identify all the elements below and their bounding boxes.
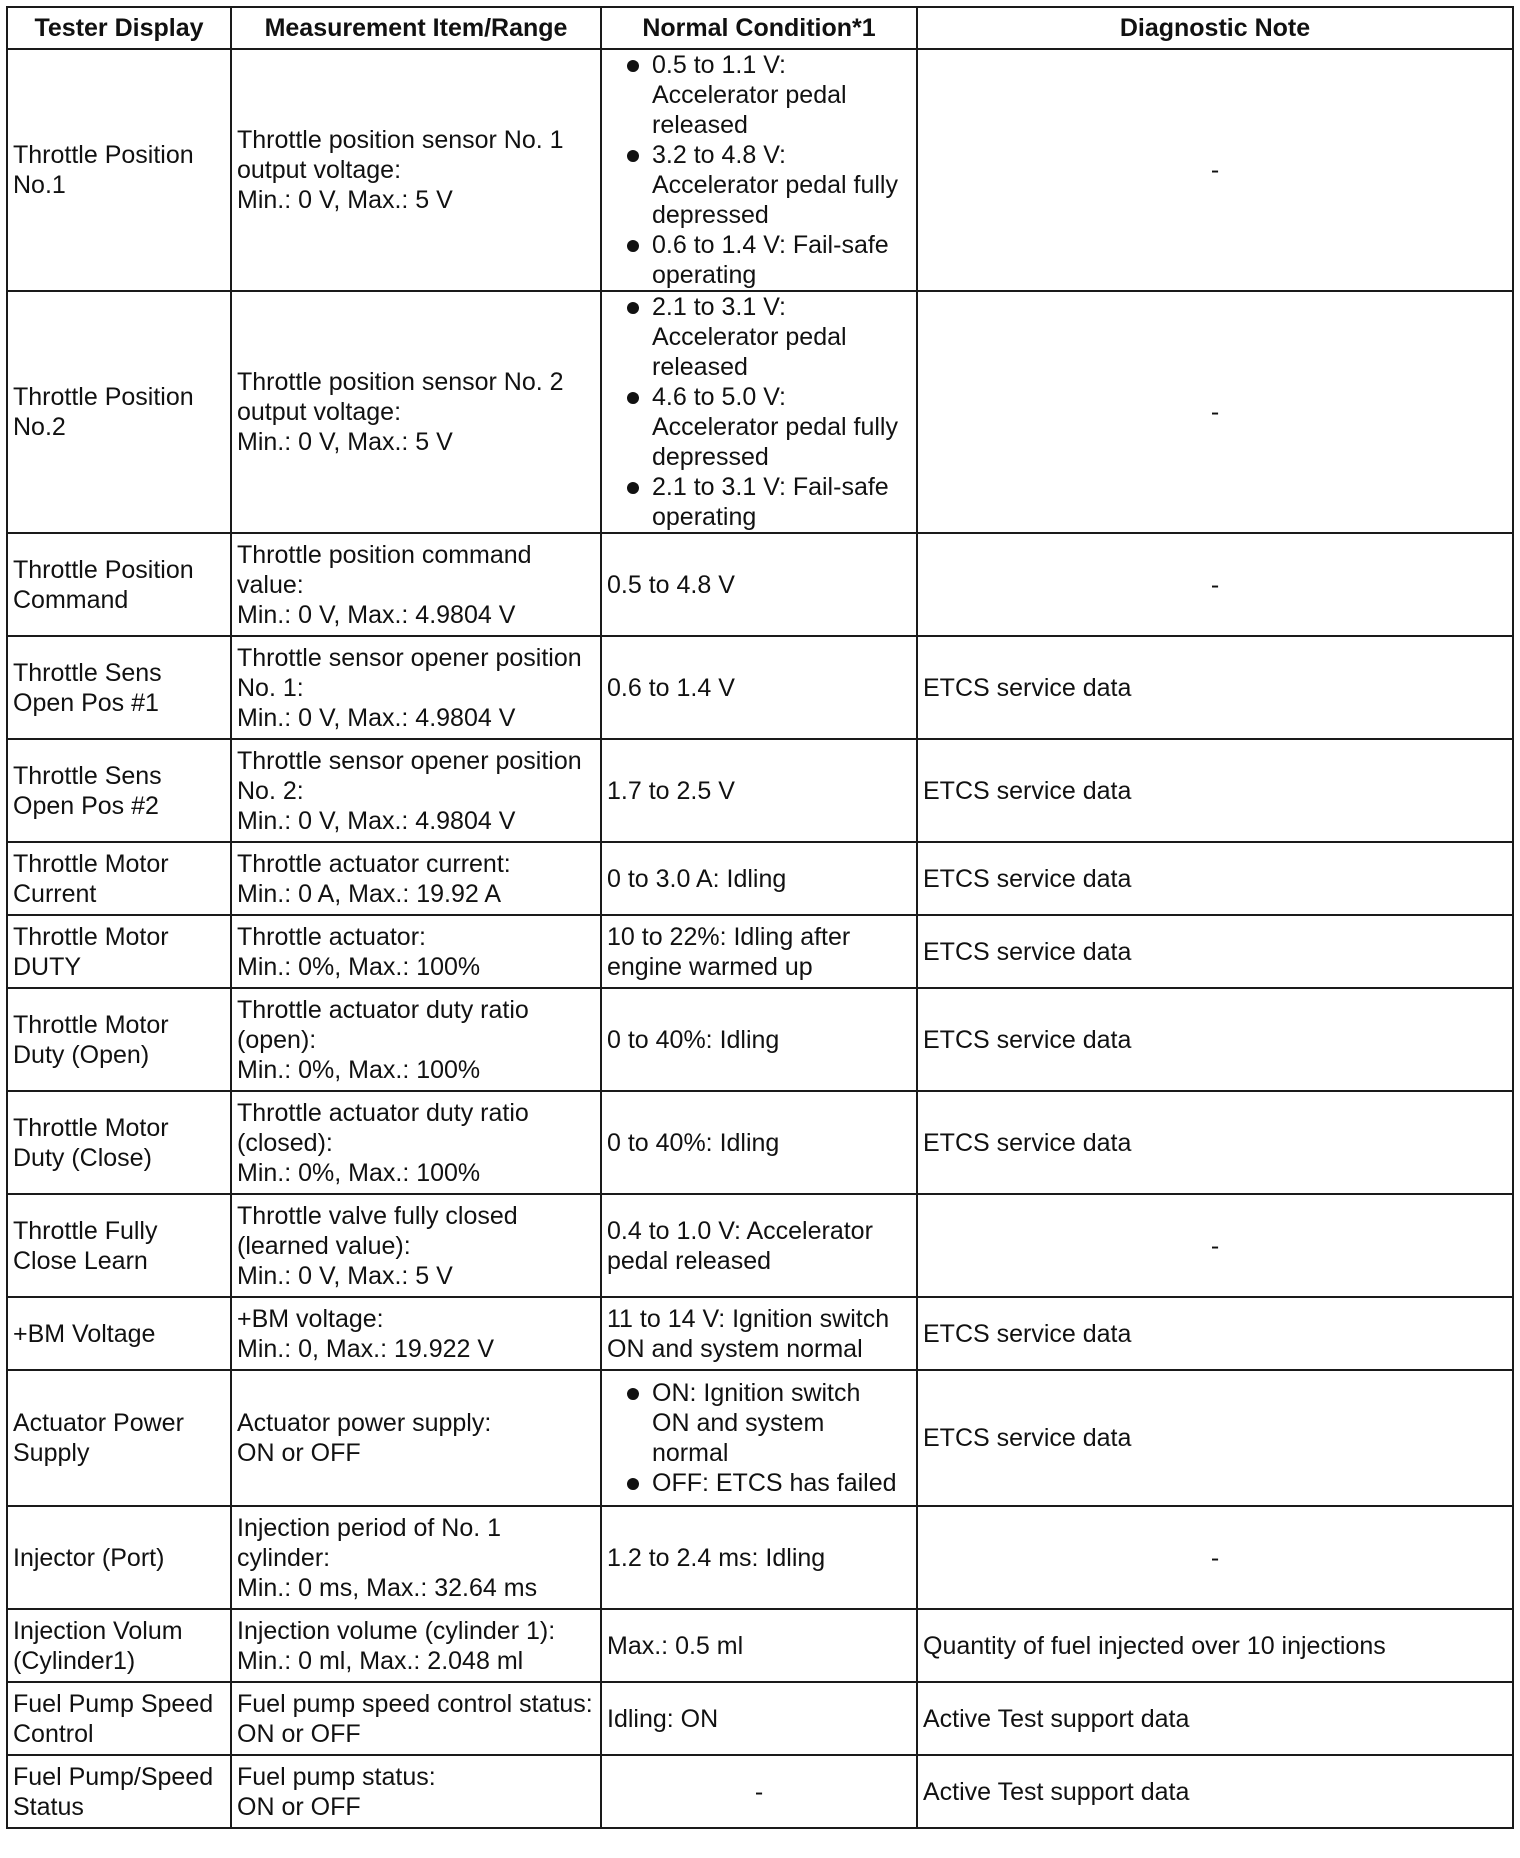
tester-display-cell: Throttle Motor DUTY <box>7 915 231 988</box>
normal-condition-cell: 1.2 to 2.4 ms: Idling <box>601 1506 917 1609</box>
condition-bullet: 4.6 to 5.0 V: Accelerator pedal fully depressed <box>607 382 911 472</box>
table-row <box>7 636 1513 739</box>
normal-condition-cell: 0 to 3.0 A: Idling <box>601 842 917 915</box>
normal-condition-cell: 1.7 to 2.5 V <box>601 739 917 842</box>
tester-display-cell: Throttle Sens Open Pos #2 <box>7 739 231 842</box>
normal-condition-cell <box>601 291 917 533</box>
diagnostic-note-cell: - <box>917 533 1513 636</box>
diagnostic-note-cell: ETCS service data <box>917 842 1513 915</box>
bullet-dot-icon <box>627 482 639 494</box>
condition-bullet: 2.1 to 3.1 V: Accelerator pedal released <box>607 292 911 382</box>
normal-condition-cell <box>601 1370 917 1506</box>
normal-condition-cell <box>601 49 917 291</box>
measurement-cell: Throttle position command value: Min.: 0 V, Max.: 4.9804 V <box>231 533 601 636</box>
condition-bullet: 3.2 to 4.8 V: Accelerator pedal fully depressed <box>607 140 911 230</box>
normal-condition-cell: Max.: 0.5 ml <box>601 1609 917 1682</box>
tester-display-cell: Fuel Pump/Speed Status <box>7 1755 231 1828</box>
bullet-dot-icon <box>627 60 639 72</box>
bullet-dot-icon <box>627 240 639 252</box>
table-header-row <box>7 7 1513 49</box>
measurement-cell: Throttle actuator: Min.: 0%, Max.: 100% <box>231 915 601 988</box>
bullet-dot-icon <box>627 302 639 314</box>
diagnostic-note-cell: ETCS service data <box>917 636 1513 739</box>
diagnostic-note-cell: Active Test support data <box>917 1755 1513 1828</box>
table-row <box>7 49 1513 291</box>
tester-display-cell: Throttle Position No.1 <box>7 49 231 291</box>
table-row <box>7 533 1513 636</box>
table-row <box>7 842 1513 915</box>
tester-display-cell: Throttle Motor Duty (Open) <box>7 988 231 1091</box>
table-row <box>7 739 1513 842</box>
measurement-cell: Actuator power supply: ON or OFF <box>231 1370 601 1506</box>
bullet-dot-icon <box>627 1388 639 1400</box>
tester-display-cell: Throttle Fully Close Learn <box>7 1194 231 1297</box>
header-normal-condition: Normal Condition*1 <box>601 7 917 49</box>
table-row <box>7 1682 1513 1755</box>
tester-display-cell: Injection Volum (Cylinder1) <box>7 1609 231 1682</box>
diagnostic-note-cell: ETCS service data <box>917 1091 1513 1194</box>
diagnostic-note-cell: - <box>917 1194 1513 1297</box>
table-row <box>7 1194 1513 1297</box>
measurement-cell: Throttle actuator duty ratio (closed): Min.: 0%, Max.: 100% <box>231 1091 601 1194</box>
table-row <box>7 988 1513 1091</box>
diagnostic-note-cell: Active Test support data <box>917 1682 1513 1755</box>
normal-condition-cell: 11 to 14 V: Ignition switch ON and system normal <box>601 1297 917 1370</box>
table-row <box>7 1370 1513 1506</box>
table-row <box>7 291 1513 533</box>
tester-display-cell: Throttle Motor Current <box>7 842 231 915</box>
table-row <box>7 1506 1513 1609</box>
diagnostic-note-cell: ETCS service data <box>917 988 1513 1091</box>
tester-display-cell: +BM Voltage <box>7 1297 231 1370</box>
tester-display-cell: Throttle Position No.2 <box>7 291 231 533</box>
table-row <box>7 1609 1513 1682</box>
measurement-cell: Throttle position sensor No. 1 output voltage: Min.: 0 V, Max.: 5 V <box>231 49 601 291</box>
measurement-cell: Throttle valve fully closed (learned value): Min.: 0 V, Max.: 5 V <box>231 1194 601 1297</box>
bullet-dot-icon <box>627 1478 639 1490</box>
normal-condition-cell: 0.6 to 1.4 V <box>601 636 917 739</box>
tester-display-cell: Throttle Sens Open Pos #1 <box>7 636 231 739</box>
tester-display-cell: Throttle Position Command <box>7 533 231 636</box>
diagnostic-note-cell: - <box>917 291 1513 533</box>
measurement-cell: Fuel pump speed control status: ON or OFF <box>231 1682 601 1755</box>
condition-bullet: 2.1 to 3.1 V: Fail-safe operating <box>607 472 911 532</box>
tester-display-cell: Actuator Power Supply <box>7 1370 231 1506</box>
normal-condition-cell: 0.5 to 4.8 V <box>601 533 917 636</box>
diagnostic-note-cell: ETCS service data <box>917 739 1513 842</box>
diagnostic-note-cell: - <box>917 1506 1513 1609</box>
header-tester-display: Tester Display <box>7 7 231 49</box>
bullet-dot-icon <box>627 392 639 404</box>
diagnostic-note-cell: ETCS service data <box>917 915 1513 988</box>
table-row <box>7 1755 1513 1828</box>
normal-condition-cell: 0.4 to 1.0 V: Accelerator pedal released <box>601 1194 917 1297</box>
table-row <box>7 1091 1513 1194</box>
normal-condition-cell: 10 to 22%: Idling after engine warmed up <box>601 915 917 988</box>
measurement-cell: Throttle sensor opener position No. 2: Min.: 0 V, Max.: 4.9804 V <box>231 739 601 842</box>
condition-bullet: 0.6 to 1.4 V: Fail-safe operating <box>607 230 911 290</box>
diagnostic-note-cell: ETCS service data <box>917 1297 1513 1370</box>
condition-bullet: 0.5 to 1.1 V: Accelerator pedal released <box>607 50 911 140</box>
measurement-cell: +BM voltage: Min.: 0, Max.: 19.922 V <box>231 1297 601 1370</box>
normal-condition-cell: 0 to 40%: Idling <box>601 1091 917 1194</box>
bullet-dot-icon <box>627 150 639 162</box>
header-measurement-item: Measurement Item/Range <box>231 7 601 49</box>
measurement-cell: Fuel pump status: ON or OFF <box>231 1755 601 1828</box>
diagnostic-note-cell: ETCS service data <box>917 1370 1513 1506</box>
measurement-cell: Injection volume (cylinder 1): Min.: 0 ml, Max.: 2.048 ml <box>231 1609 601 1682</box>
normal-condition-cell: - <box>601 1755 917 1828</box>
tester-display-cell: Fuel Pump Speed Control <box>7 1682 231 1755</box>
measurement-cell: Throttle actuator current: Min.: 0 A, Max.: 19.92 A <box>231 842 601 915</box>
measurement-cell: Throttle actuator duty ratio (open): Min.: 0%, Max.: 100% <box>231 988 601 1091</box>
measurement-cell: Throttle sensor opener position No. 1: Min.: 0 V, Max.: 4.9804 V <box>231 636 601 739</box>
measurement-cell: Injection period of No. 1 cylinder: Min.: 0 ms, Max.: 32.64 ms <box>231 1506 601 1609</box>
condition-bullet: ON: Ignition switch ON and system normal <box>607 1378 911 1468</box>
tester-display-cell: Throttle Motor Duty (Close) <box>7 1091 231 1194</box>
normal-condition-cell: 0 to 40%: Idling <box>601 988 917 1091</box>
condition-bullet: OFF: ETCS has failed <box>607 1468 911 1498</box>
diagnostic-note-cell: - <box>917 49 1513 291</box>
data-list-table <box>6 6 1514 1829</box>
normal-condition-cell: Idling: ON <box>601 1682 917 1755</box>
header-diagnostic-note: Diagnostic Note <box>917 7 1513 49</box>
document-page <box>6 6 1514 1829</box>
measurement-cell: Throttle position sensor No. 2 output voltage: Min.: 0 V, Max.: 5 V <box>231 291 601 533</box>
table-row <box>7 915 1513 988</box>
table-row <box>7 1297 1513 1370</box>
diagnostic-note-cell: Quantity of fuel injected over 10 injections <box>917 1609 1513 1682</box>
tester-display-cell: Injector (Port) <box>7 1506 231 1609</box>
